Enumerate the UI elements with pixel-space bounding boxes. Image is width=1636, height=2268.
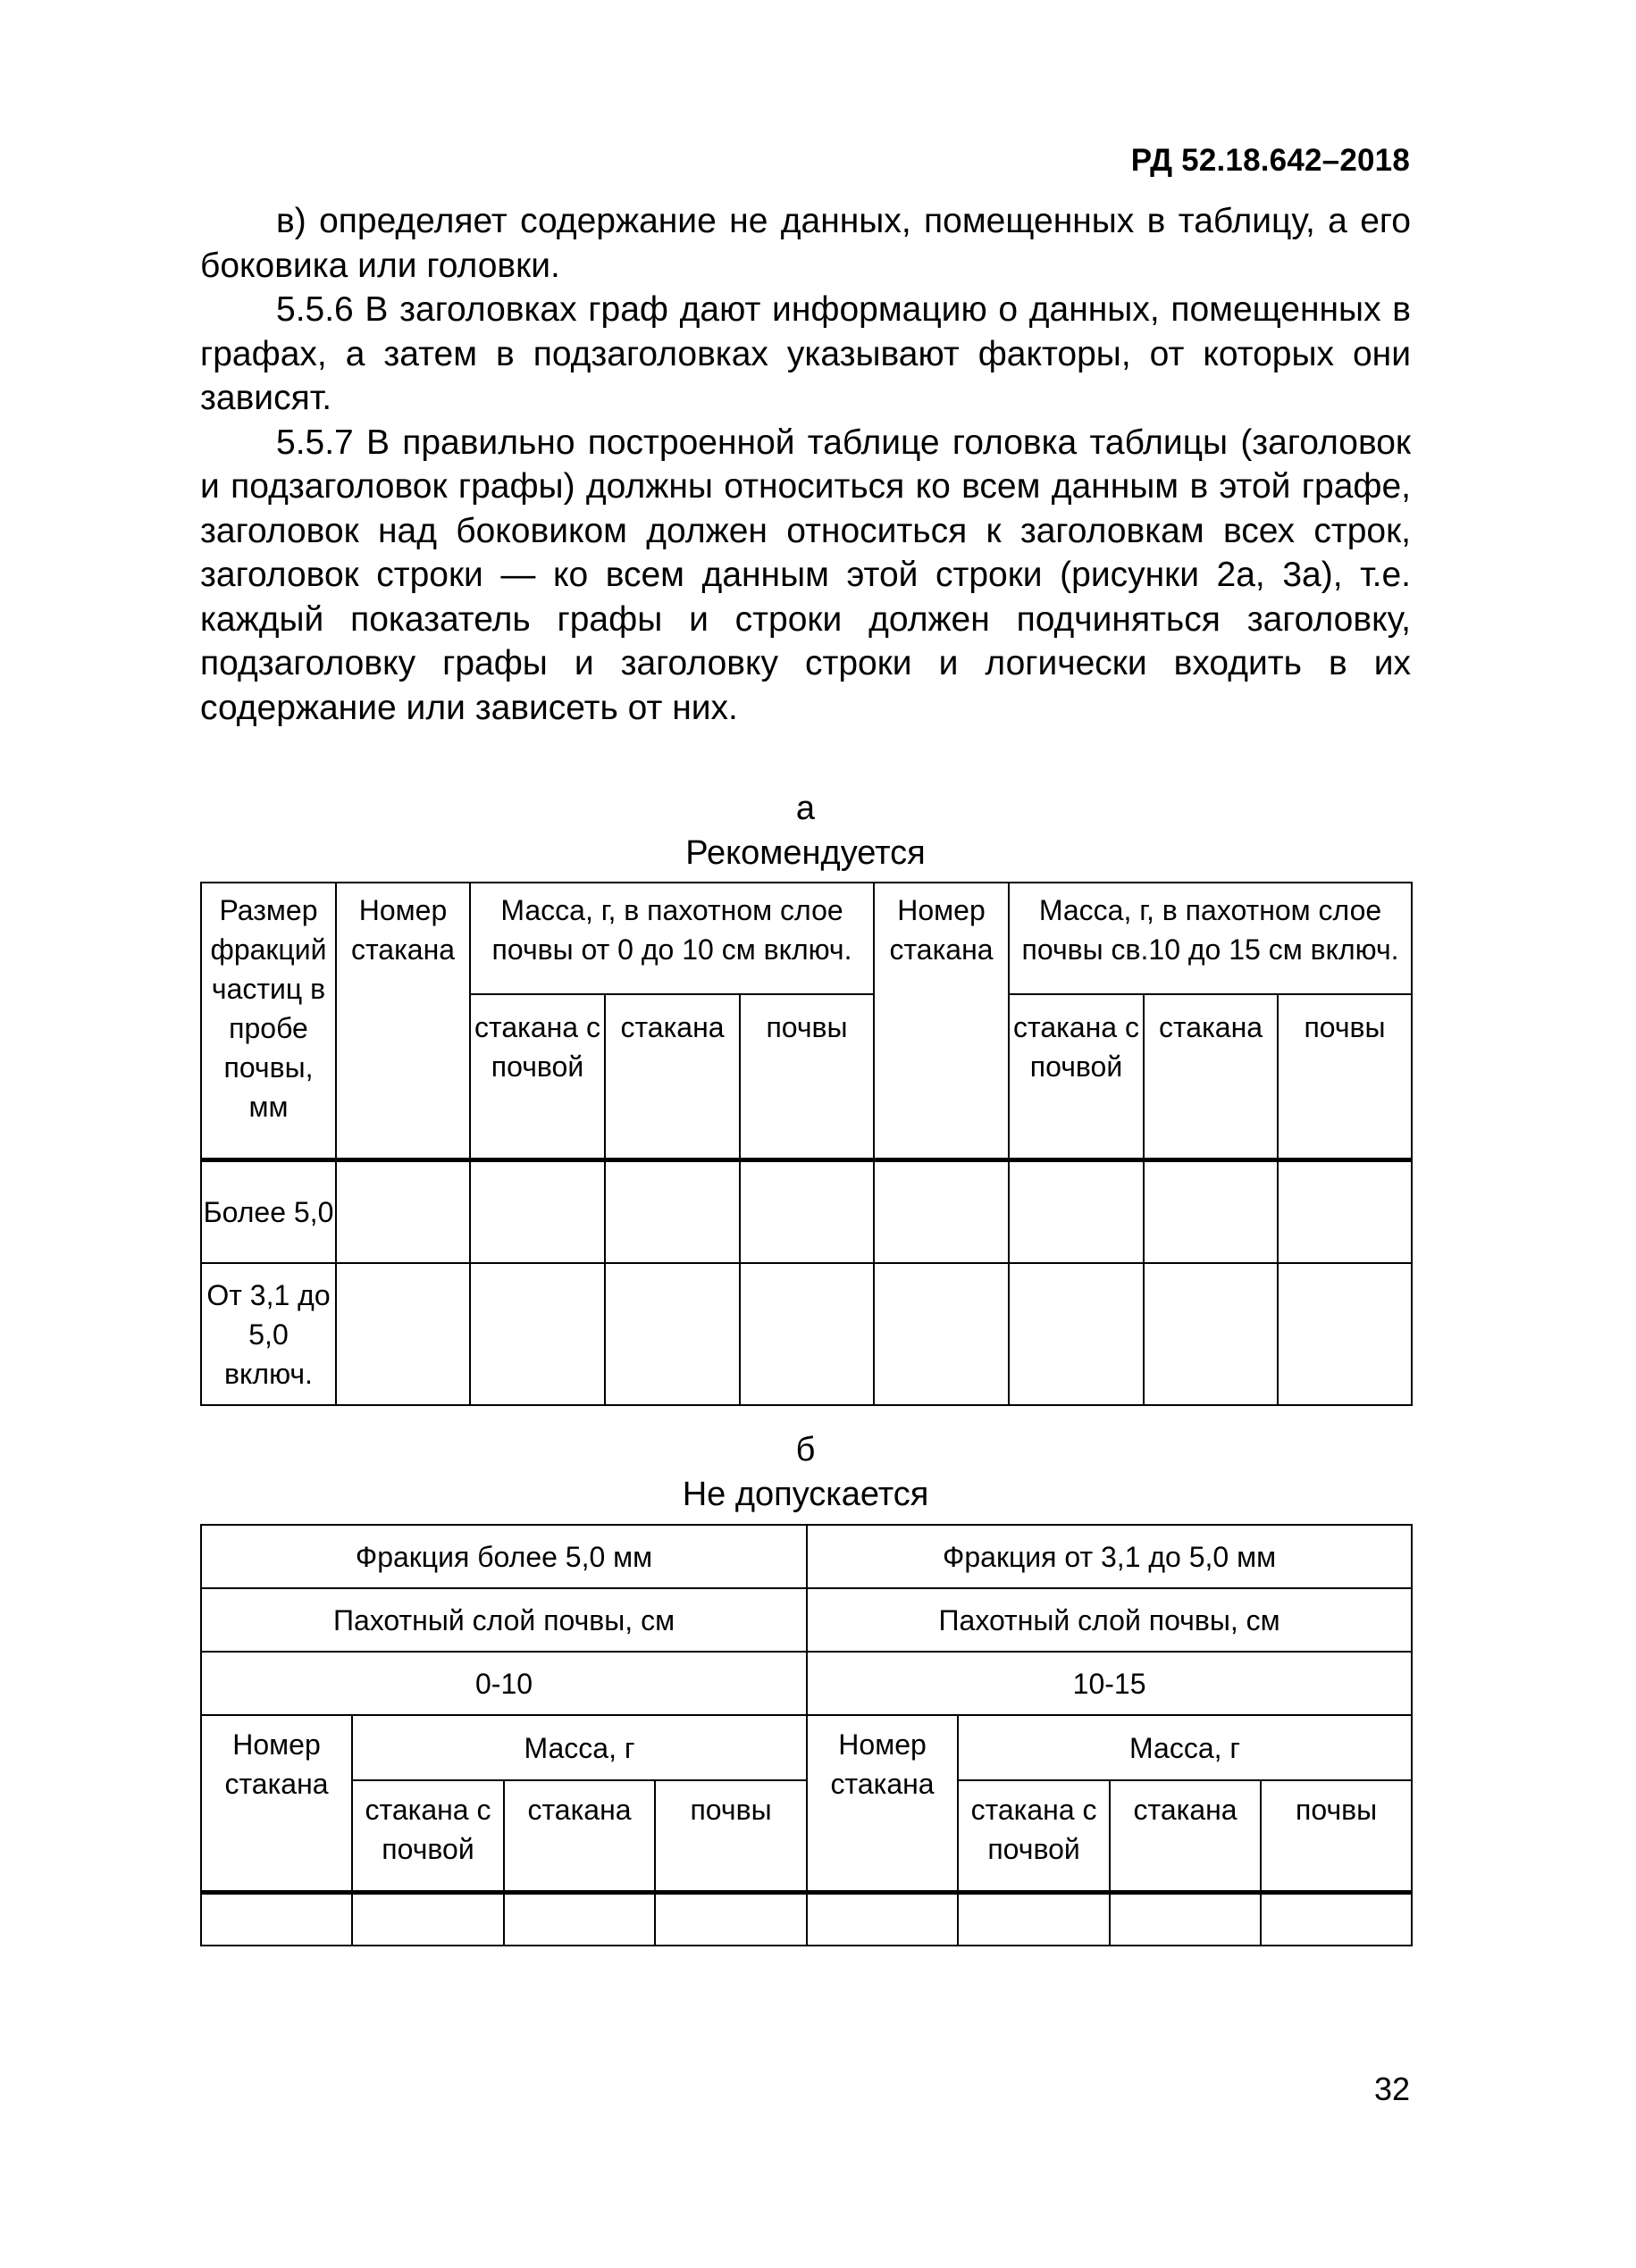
- table-row: [201, 1263, 1412, 1405]
- glass-number-header-2: Номер стакана: [807, 1715, 958, 1893]
- row-label: От 3,1 до 5,0 включ.: [201, 1263, 336, 1405]
- empty-cell: [1009, 1160, 1144, 1264]
- subheader-glass-2: стакана: [1110, 1780, 1261, 1893]
- empty-cell: [605, 1160, 740, 1264]
- mass-group-header-1: Масса, г, в пахотном слое почвы от 0 до 10 см включ.: [470, 883, 874, 994]
- empty-cell: [1110, 1893, 1261, 1946]
- empty-cell: [1278, 1263, 1412, 1405]
- depth-header-1: 0-10: [201, 1652, 807, 1715]
- empty-cell: [740, 1263, 874, 1405]
- fraction-header-1: Фракция более 5,0 мм: [201, 1525, 807, 1588]
- subheader-soil-1: почвы: [740, 994, 874, 1160]
- depth-header-2: 10-15: [807, 1652, 1412, 1715]
- empty-cell: [470, 1160, 605, 1264]
- not-allowed-table: [200, 1524, 1413, 1946]
- mass-header-2: Масса, г: [958, 1715, 1412, 1780]
- page-number: 32: [1373, 2071, 1410, 2107]
- document-code: РД 52.18.642–2018: [1130, 143, 1410, 178]
- empty-cell: [336, 1160, 470, 1264]
- empty-cell: [1009, 1263, 1144, 1405]
- empty-cell: [874, 1160, 1009, 1264]
- empty-cell: [1144, 1160, 1278, 1264]
- body-text: [200, 199, 1411, 730]
- glass-number-header-1: Номер стакана: [336, 883, 470, 1160]
- figure-b-caption: Не допускается: [682, 1476, 929, 1513]
- subheader-glass-with-soil-1: стакана с почвой: [352, 1780, 504, 1893]
- subheader-soil-2: почвы: [1261, 1780, 1412, 1893]
- figure-a-letter: а: [795, 790, 816, 827]
- subheader-soil-2: почвы: [1278, 994, 1412, 1160]
- empty-cell: [655, 1893, 807, 1946]
- empty-cell: [201, 1893, 352, 1946]
- subheader-glass-with-soil-2: стакана с почвой: [958, 1780, 1110, 1893]
- subheader-glass-2: стакана: [1144, 994, 1278, 1160]
- figure-a-caption: Рекомендуется: [685, 834, 926, 872]
- subheader-glass-1: стакана: [605, 994, 740, 1160]
- glass-number-header-2: Номер стакана: [874, 883, 1009, 1160]
- empty-cell: [807, 1893, 958, 1946]
- empty-cell: [958, 1893, 1110, 1946]
- table-row: [201, 1893, 1412, 1946]
- glass-number-header-1: Номер стакана: [201, 1715, 352, 1893]
- layer-header-1: Пахотный слой почвы, см: [201, 1588, 807, 1652]
- empty-cell: [470, 1263, 605, 1405]
- empty-cell: [740, 1160, 874, 1264]
- empty-cell: [1144, 1263, 1278, 1405]
- paragraph-2: 5.5.6 В заголовках граф дают информацию о данных, помещенных в графах, а затем в подзаголовках указывают факторы, от которых они зависят.: [200, 290, 1411, 417]
- subheader-glass-with-soil-1: стакана с почвой: [470, 994, 605, 1160]
- empty-cell: [605, 1263, 740, 1405]
- paragraph-3: 5.5.7 В правильно построенной таблице головка таблицы (заголовок и подзаголовок графы) должны относиться ко всем данным в этой графе, заголовок над боковиком должен относиться к заголовкам всех строк, заголовок строки — ко всем данным этой строки (рисунки 2а, 3а), т.е. каждый показатель графы и строки должен подчиняться заголовку, подзаголовку графы и заголовку строки и логически входить в их содержание или зависеть от них.: [200, 423, 1411, 727]
- subheader-glass-1: стакана: [504, 1780, 655, 1893]
- subheader-glass-with-soil-2: стакана с почвой: [1009, 994, 1144, 1160]
- figure-b-letter: б: [795, 1431, 816, 1469]
- layer-header-2: Пахотный слой почвы, см: [807, 1588, 1412, 1652]
- empty-cell: [504, 1893, 655, 1946]
- empty-cell: [874, 1263, 1009, 1405]
- empty-cell: [1261, 1893, 1412, 1946]
- subheader-soil-1: почвы: [655, 1780, 807, 1893]
- recommended-table: [200, 882, 1413, 1406]
- stub-header: Размер фракций частиц в пробе почвы, мм: [201, 883, 336, 1160]
- row-label: Более 5,0: [201, 1160, 336, 1264]
- mass-header-1: Масса, г: [352, 1715, 807, 1780]
- empty-cell: [336, 1263, 470, 1405]
- mass-group-header-2: Масса, г, в пахотном слое почвы св.10 до 15 см включ.: [1009, 883, 1412, 994]
- table-row: [201, 1160, 1412, 1264]
- paragraph-1: в) определяет содержание не данных, помещенных в таблицу, а его боковика или головки.: [200, 202, 1411, 285]
- fraction-header-2: Фракция от 3,1 до 5,0 мм: [807, 1525, 1412, 1588]
- empty-cell: [1278, 1160, 1412, 1264]
- empty-cell: [352, 1893, 504, 1946]
